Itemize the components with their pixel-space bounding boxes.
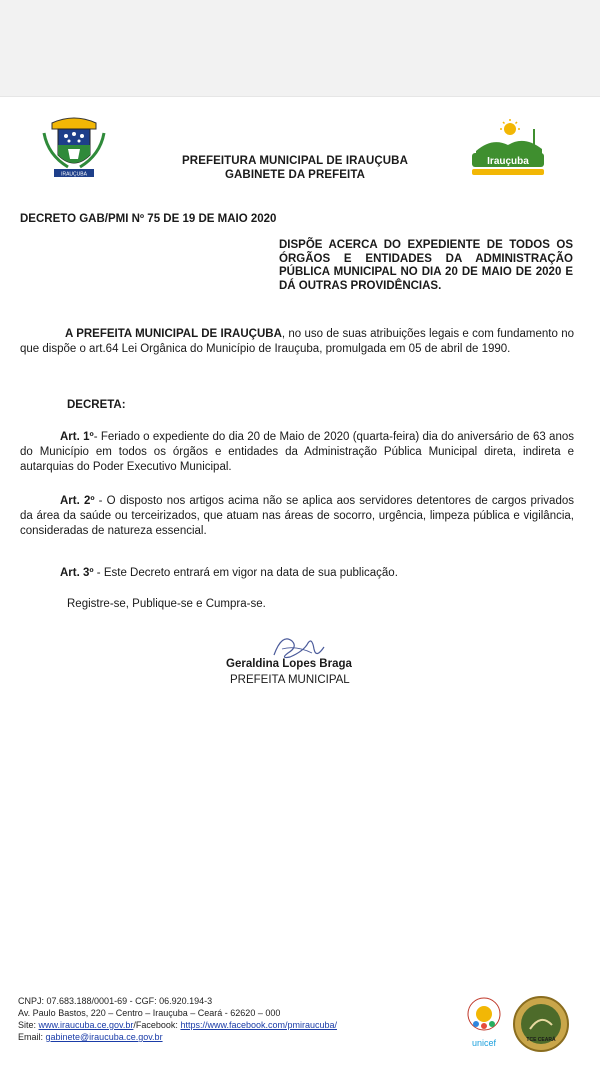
- article-2-label: Art. 2º: [60, 495, 95, 507]
- closing-formula: Registre-se, Publique-se e Cumpra-se.: [67, 598, 266, 610]
- preamble-paragraph: [20, 327, 574, 357]
- svg-text:Irauçuba: Irauçuba: [487, 156, 529, 167]
- decreta-heading: DECRETA:: [67, 399, 126, 411]
- article-1: [20, 430, 574, 475]
- header-line-2: GABINETE DA PREFEITA: [224, 169, 365, 181]
- footer-facebook-label: /Facebook:: [133, 1020, 181, 1030]
- signatory-name: Geraldina Lopes Braga: [226, 658, 352, 670]
- email-link[interactable]: gabinete@iraucuba.ce.gov.br: [45, 1032, 163, 1042]
- site-link[interactable]: www.iraucuba.ce.gov.br: [38, 1020, 134, 1030]
- unicef-seal-icon: [462, 992, 506, 1054]
- svg-text:unicef: unicef: [471, 1038, 497, 1048]
- article-3-label: Art. 3º: [60, 567, 94, 579]
- signatory-role: PREFEITA MUNICIPAL: [230, 674, 350, 686]
- footer-site-line: [18, 1019, 337, 1031]
- tce-ceara-seal-icon: [512, 995, 570, 1053]
- footer-email-line: [18, 1031, 337, 1043]
- svg-text:TCE CEARÁ: TCE CEARÁ: [526, 1037, 556, 1043]
- document-page: [0, 97, 600, 1067]
- letterhead-title: [120, 154, 470, 182]
- decree-summary: DISPÕE ACERCA DO EXPEDIENTE DE TODOS OS ÓRGÃOS E ENTIDADES DA ADMINISTRAÇÃO PÚBLICA MUNICIPAL NO DIA 20 DE MAIO DE 2020 E DÁ OUTRAS PROVIDÊNCIAS.: [279, 239, 573, 292]
- preamble-bold: A PREFEITA MUNICIPAL DE IRAUÇUBA: [65, 328, 282, 340]
- top-bar: [0, 0, 600, 97]
- decree-number: DECRETO GAB/PMI Nº 75 DE 19 DE MAIO 2020: [20, 213, 277, 225]
- footer-address: Av. Paulo Bastos, 220 – Centro – Irauçuba – Ceará - 62620 – 000: [18, 1008, 281, 1018]
- preamble-text: , no uso de suas atribuições legais e com fundamento no que dispõe o art.64 Lei Orgânica do Município de Irauçuba, promulgada em 05 de abril de 1990.: [20, 328, 574, 355]
- footer-cnpj: CNPJ: 07.683.188/0001-69 - CGF: 06.920.194-3: [18, 996, 213, 1006]
- municipal-crest-icon: [38, 115, 110, 185]
- article-3-text: - Este Decreto entrará em vigor na data de sua publicação.: [93, 567, 398, 579]
- facebook-link[interactable]: https://www.facebook.com/pmiraucuba/: [180, 1020, 338, 1030]
- footer-site-label: Site:: [18, 1020, 39, 1030]
- article-2: [20, 494, 574, 539]
- article-3: [20, 566, 574, 581]
- iraucuba-logo-icon: [466, 117, 550, 179]
- footer-contact: [18, 995, 337, 1043]
- footer-email-label: Email:: [18, 1032, 46, 1042]
- svg-text:IRAUÇUBA: IRAUÇUBA: [61, 171, 87, 178]
- article-1-text: - Feriado o expediente do dia 20 de Maio de 2020 (quarta-feira) dia do aniversário de 63 anos do Município em todos os órgãos e entidades da Administração Pública Municipal direta, indireta e autarquias do Poder Executivo Municipal.: [20, 431, 574, 473]
- article-1-label: Art. 1º: [60, 431, 94, 443]
- header-line-1: PREFEITURA MUNICIPAL DE IRAUÇUBA: [182, 155, 408, 167]
- article-2-text: - O disposto nos artigos acima não se aplica aos servidores detentores de cargos privados da área da saúde ou terceirizados, que atuam nas áreas de socorro, urgência, limpeza pública e vigilância, consideradas de natureza essencial.: [20, 495, 574, 537]
